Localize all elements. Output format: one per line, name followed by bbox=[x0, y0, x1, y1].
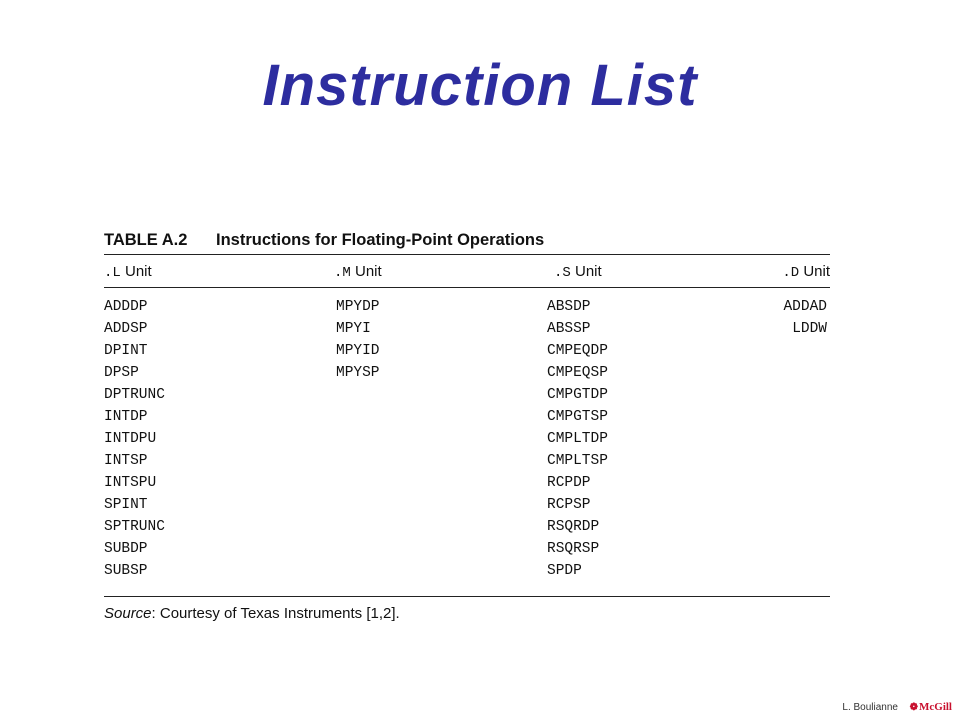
bottom-rule bbox=[104, 596, 830, 597]
instruction-cell: INTDP bbox=[104, 409, 148, 425]
instruction-cell: ABSSP bbox=[547, 321, 591, 337]
instruction-cell: DPINT bbox=[104, 343, 148, 359]
table-number: TABLE A.2 bbox=[104, 231, 188, 249]
mcgill-crest-icon: ❁ bbox=[909, 702, 918, 713]
instruction-cell: CMPEQDP bbox=[547, 343, 608, 359]
footer-author: L. Boulianne bbox=[842, 702, 898, 713]
instruction-cell: DPTRUNC bbox=[104, 387, 165, 403]
header-d-unit: .D Unit bbox=[782, 263, 830, 281]
instruction-cell: CMPLTSP bbox=[547, 453, 608, 469]
instruction-cell: SUBSP bbox=[104, 563, 148, 579]
instruction-cell: CMPEQSP bbox=[547, 365, 608, 381]
table-source-note bbox=[104, 605, 830, 622]
header-rule bbox=[104, 287, 830, 288]
table-caption bbox=[104, 226, 830, 254]
instruction-cell: INTDPU bbox=[104, 431, 157, 447]
instruction-cell: CMPGTDP bbox=[547, 387, 608, 403]
instruction-cell: SPTRUNC bbox=[104, 519, 165, 535]
instruction-cell: INTSP bbox=[104, 453, 148, 469]
instruction-cell: ADDDP bbox=[104, 299, 148, 315]
instruction-cell: MPYI bbox=[336, 321, 371, 337]
instruction-cell: LDDW bbox=[792, 321, 827, 337]
instruction-cell: RCPDP bbox=[547, 475, 591, 491]
column-m-unit bbox=[336, 296, 380, 384]
instruction-cell: ABSDP bbox=[547, 299, 591, 315]
column-s-unit bbox=[547, 296, 608, 582]
column-l-unit bbox=[104, 296, 165, 582]
header-m-unit: .M Unit bbox=[334, 263, 382, 281]
instruction-cell: ADDSP bbox=[104, 321, 148, 337]
instruction-cell: INTSPU bbox=[104, 475, 157, 491]
column-d-unit bbox=[783, 296, 827, 340]
instruction-cell: RSQRSP bbox=[547, 541, 600, 557]
header-l-unit: .L Unit bbox=[104, 263, 152, 281]
instruction-cell: RSQRDP bbox=[547, 519, 600, 535]
table-title: Instructions for Floating-Point Operations bbox=[216, 231, 545, 249]
instruction-cell: SPINT bbox=[104, 497, 148, 513]
header-s-unit: .S Unit bbox=[554, 263, 602, 281]
instruction-cell: MPYID bbox=[336, 343, 380, 359]
source-label: Source bbox=[104, 605, 152, 622]
instruction-cell: DPSP bbox=[104, 365, 139, 381]
instruction-cell: CMPGTSP bbox=[547, 409, 608, 425]
instruction-table bbox=[104, 226, 830, 622]
instruction-cell: MPYSP bbox=[336, 365, 380, 381]
slide-title: Instruction List bbox=[262, 53, 698, 118]
table-body bbox=[104, 296, 830, 596]
instruction-cell: SUBDP bbox=[104, 541, 148, 557]
instruction-cell: RCPSP bbox=[547, 497, 591, 513]
instruction-cell: MPYDP bbox=[336, 299, 380, 315]
instruction-cell: SPDP bbox=[547, 563, 582, 579]
source-text: : Courtesy of Texas Instruments [1,2]. bbox=[151, 605, 400, 622]
instruction-cell: CMPLTDP bbox=[547, 431, 608, 447]
instruction-cell: ADDAD bbox=[783, 299, 827, 315]
table-header-row bbox=[104, 255, 830, 287]
mcgill-logo: ❁McGill bbox=[909, 701, 952, 713]
